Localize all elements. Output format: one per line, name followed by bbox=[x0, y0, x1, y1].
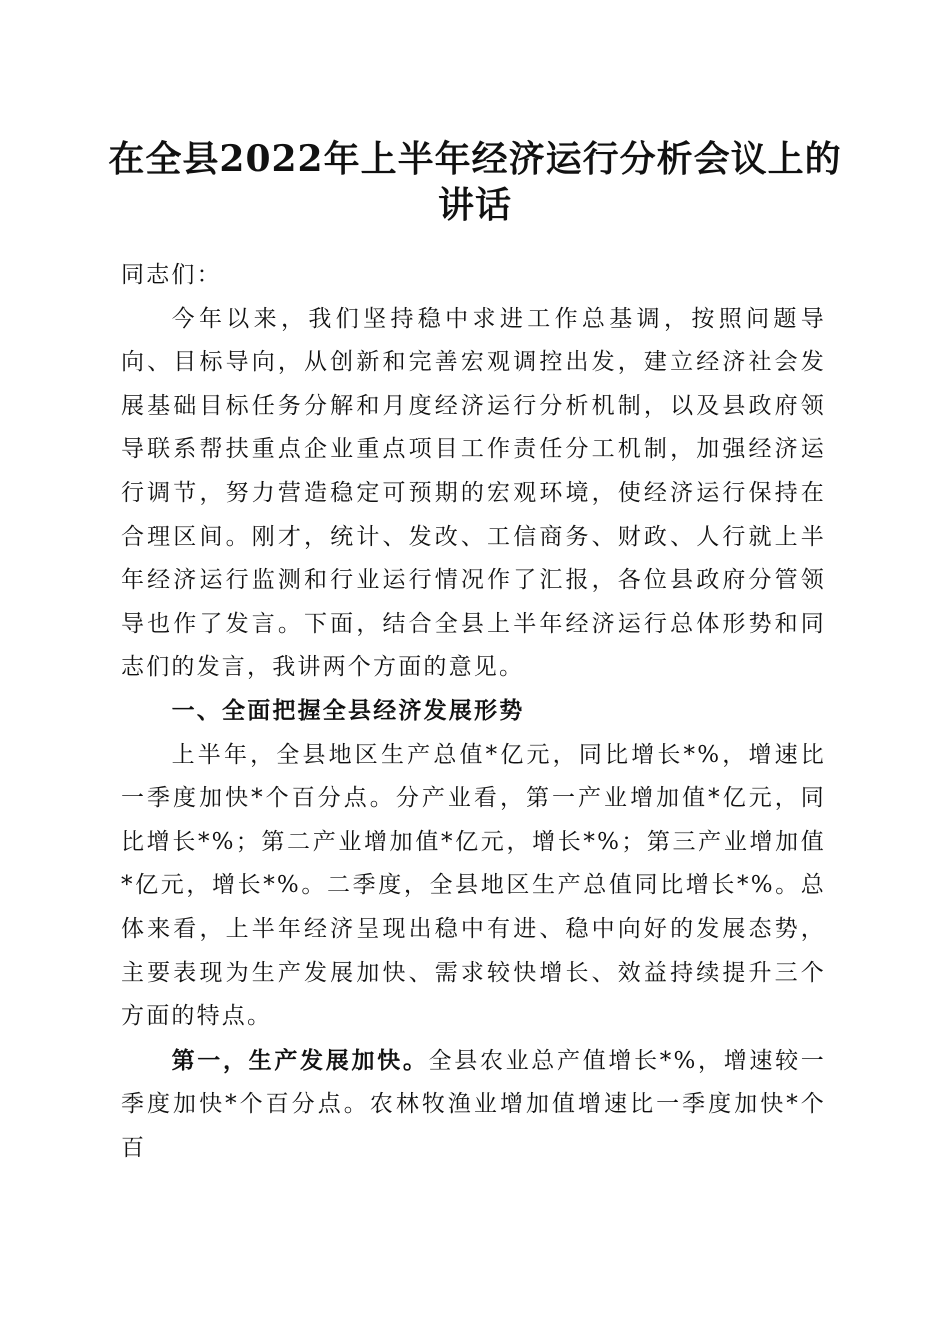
document-body bbox=[121, 254, 826, 1170]
section-heading-1: 一、全面把握全县经济发展形势 bbox=[171, 697, 525, 724]
salutation: 同志们： bbox=[121, 262, 222, 288]
point1-text: 全县农业总产值增长*%，增速较一季度加快*个百分点。农林牧渔业增加值增速比一季度加快*个百 bbox=[121, 1047, 826, 1161]
point1-paragraph bbox=[121, 1039, 826, 1171]
intro-paragraph: 今年以来，我们坚持稳中求进工作总基调，按照问题导向、目标导向，从创新和完善宏观调控出发，建立经济社会发展基础目标任务分解和月度经济运行分析机制，以及县政府领导联系帮扶重点企业重点项目工作责任分工机制，加强经济运行调节，努力营造稳定可预期的宏观环境，使经济运行保持在合理区间。刚才，统计、发改、工信商务、财政、人行就上半年经济运行监测和行业运行情况作了汇报，各位县政府分管领导也作了发言。下面，结合全县上半年经济运行总体形势和同志们的发言，我讲两个方面的意见。 bbox=[121, 305, 826, 681]
document-title: 在全县2022年上半年经济运行分析会议上的讲话 bbox=[108, 138, 842, 226]
point1-lead: 第一，生产发展加快。 bbox=[171, 1046, 429, 1074]
section1-paragraph: 上半年，全县地区生产总值*亿元，同比增长*%，增速比一季度加快*个百分点。分产业看，第一产业增加值*亿元，同比增长*%；第二产业增加值*亿元，增长*%；第三产业增加值*亿元，增长*%。二季度，全县地区生产总值同比增长*%。总体来看，上半年经济呈现出稳中有进、稳中向好的发展态势，主要表现为生产发展加快、需求较快增长、效益持续提升三个方面的特点。 bbox=[121, 741, 826, 1030]
